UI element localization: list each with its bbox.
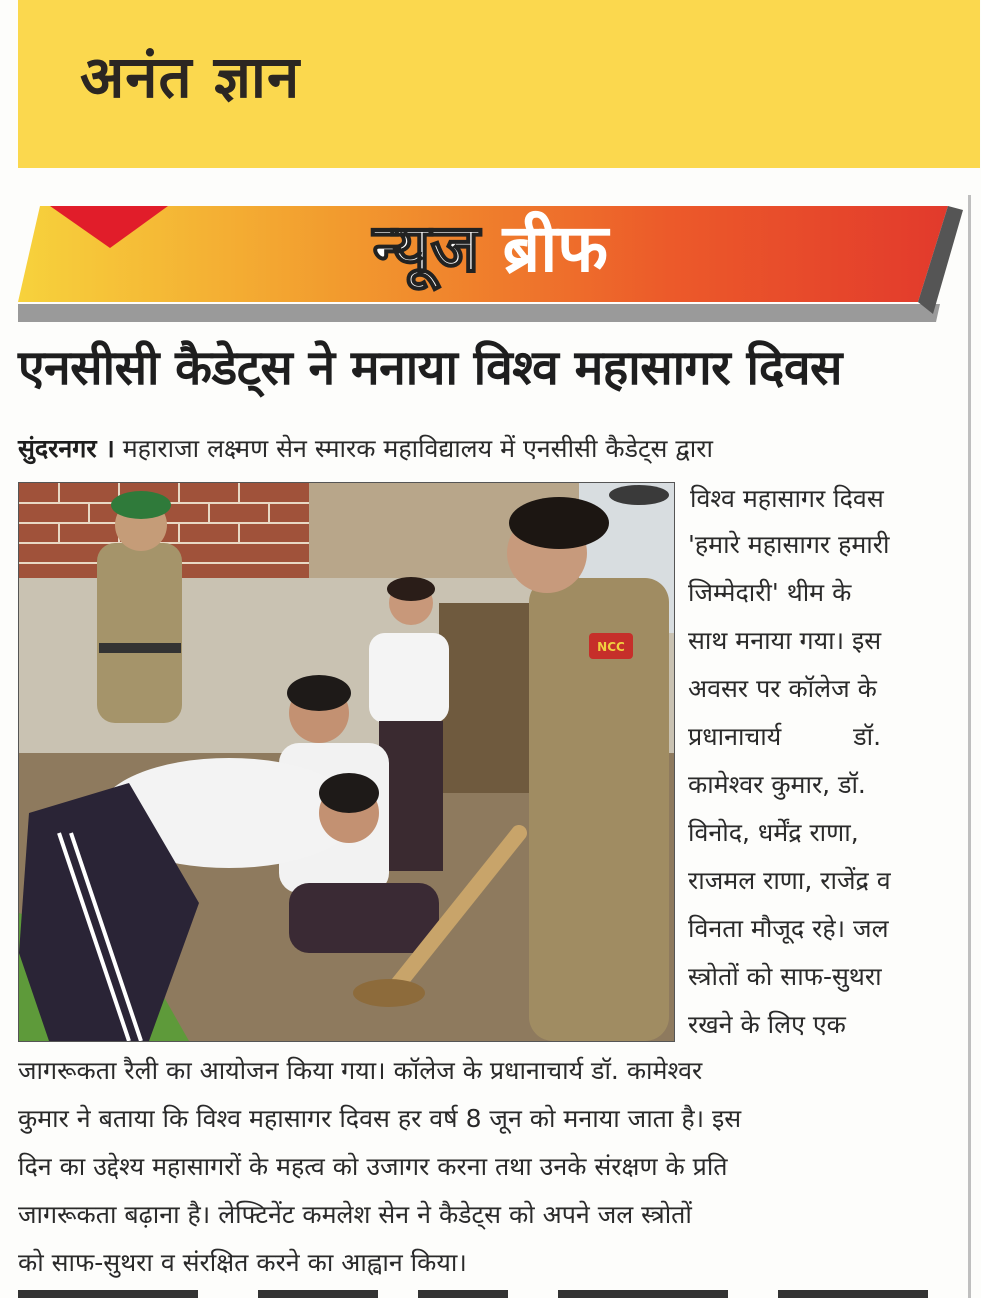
cadet-right-uniform — [507, 497, 669, 1041]
broom-head — [353, 979, 425, 1007]
body-line: जागरूकता रैली का आयोजन किया गया। कॉलेज के प्रधानाचार्य डॉ. कामेश्वर — [18, 1056, 703, 1085]
cadets-cleaning-illustration — [19, 483, 674, 1041]
column-line: 'हमारे महासागर हमारी — [688, 530, 890, 559]
next-article-cutoff — [18, 1290, 968, 1298]
body-line: कुमार ने बताया कि विश्व महासागर दिवस हर वर्ष 8 जून को मनाया जाता है। इस — [18, 1104, 742, 1133]
banner-word-brief: ब्रीफ — [502, 210, 609, 287]
column-line: साथ मनाया गया। इस — [688, 626, 882, 655]
column-line: जिम्मेदारी' थीम के — [688, 578, 852, 607]
body-line: दिन का उद्देश्य महासागरों के महत्व को उजागर करना तथा उनके संरक्षण के प्रति — [18, 1152, 728, 1181]
lead-text: महाराजा लक्ष्मण सेन स्मारक महाविद्यालय में एनसीसी कैडेट्स द्वारा — [122, 434, 713, 463]
article-headline: एनसीसी कैडेट्स ने मनाया विश्व महासागर दिवस — [18, 340, 843, 396]
masthead — [18, 0, 980, 168]
banner-title — [18, 210, 963, 287]
body-line: जागरूकता बढ़ाना है। लेफ्टिनेंट कमलेश सेन ने कैडेट्स को अपने जल स्त्रोतों — [18, 1200, 692, 1229]
column-line: विश्व महासागर दिवस — [690, 484, 884, 513]
column-line: स्त्रोतों को साफ-सुथरा — [688, 962, 882, 991]
column-line: राजमल राणा, राजेंद्र व — [688, 866, 891, 895]
column-line: रखने के लिए एक — [688, 1010, 846, 1039]
column-line: प्रधानाचार्य डॉ. — [688, 722, 882, 751]
tree-stump — [439, 603, 539, 793]
column-line: विनोद, धर्मेंद्र राणा, — [688, 818, 859, 847]
article-photo — [18, 482, 675, 1042]
body-line: को साफ-सुथरा व संरक्षित करने का आह्वान किया। — [18, 1248, 467, 1277]
masthead-title: अनंत ज्ञान — [80, 43, 301, 111]
column-line: विनता मौजूद रहे। जल — [688, 914, 889, 943]
column-line: अवसर पर कॉलेज के — [688, 674, 877, 703]
banner-shadow — [18, 304, 940, 322]
column-rule — [968, 195, 971, 1298]
news-brief-banner — [18, 204, 963, 324]
lead-line — [18, 436, 713, 461]
banner-word-news: न्यूज — [372, 210, 480, 287]
dateline: सुंदरनगर । — [18, 434, 115, 463]
column-line: कामेश्वर कुमार, डॉ. — [688, 770, 866, 799]
ncc-badge-text: NCC — [597, 640, 625, 654]
